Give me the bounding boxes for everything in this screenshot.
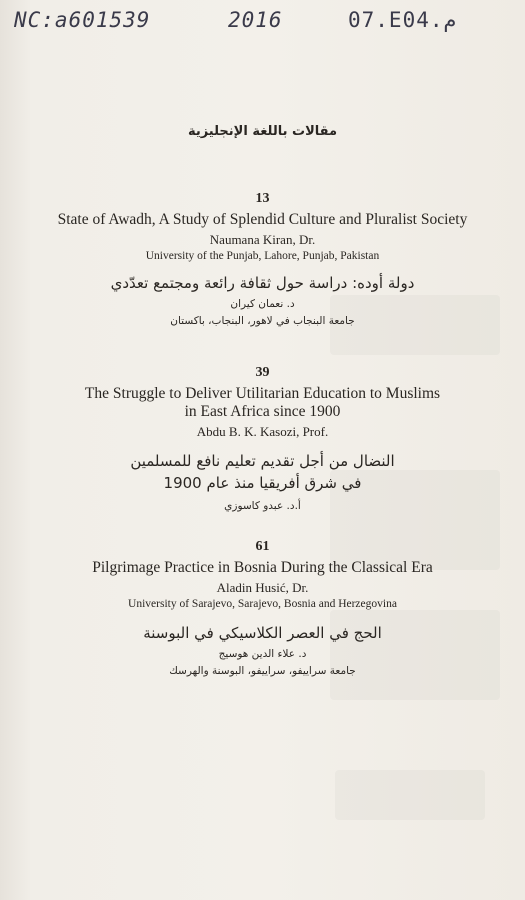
entry-arabic-title: دولة أوده: دراسة حول ثقافة رائعة ومجتمع تعدّدي <box>110 274 415 292</box>
entry-arabic-title-line-1: النضال من أجل تقديم تعليم نافع للمسلمين <box>130 452 395 470</box>
entry-author: Abdu B. K. Kasozi, Prof. <box>196 424 329 439</box>
entry-author: Aladin Husić, Dr. <box>216 580 309 595</box>
entry-arabic-affiliation: جامعة البنجاب في لاهور، البنجاب، باكستان <box>170 315 355 327</box>
page-number: 13 <box>255 191 270 206</box>
page-number: 61 <box>255 539 270 554</box>
entry-title: State of Awadh, A Study of Splendid Culture and Pluralist Society <box>57 211 468 228</box>
entry-arabic-title: الحج في العصر الكلاسيكي في البوسنة <box>143 624 382 642</box>
entry-arabic-affiliation: جامعة سراييفو، سراييفو، البوسنة والهرسك <box>169 665 356 677</box>
entry-arabic-title-line-2: في شرق أفريقيا منذ عام 1900 <box>163 474 362 492</box>
entry-title-line-1: The Struggle to Deliver Utilitarian Education to Muslims <box>84 385 441 402</box>
entry-author: Naumana Kiran, Dr. <box>209 232 316 247</box>
handwritten-catalog-number: NC:a601539 <box>14 8 151 32</box>
section-title: مقالات باللغة الإنجليزية <box>187 124 338 139</box>
toc-entry <box>0 365 525 512</box>
page-number: 39 <box>255 365 270 380</box>
handwritten-classification: 07.E04.م <box>348 8 457 32</box>
entry-title: Pilgrimage Practice in Bosnia During the Classical Era <box>92 559 433 576</box>
entry-arabic-author: د. نعمان كيران <box>230 298 295 310</box>
entry-affiliation: University of the Punjab, Lahore, Punjab, Pakistan <box>145 250 380 262</box>
toc-entry <box>0 539 525 677</box>
entry-arabic-author: أ.د. عبدو كاسوزي <box>224 500 301 512</box>
handwritten-year: 2016 <box>228 8 283 32</box>
entry-affiliation: University of Sarajevo, Sarajevo, Bosnia and Herzegovina <box>128 598 397 610</box>
entry-arabic-author: د. علاء الدين هوسيج <box>218 648 307 660</box>
show-through-smudge <box>335 770 485 820</box>
toc-entry <box>0 191 525 327</box>
entry-title-line-2: in East Africa since 1900 <box>184 403 341 420</box>
